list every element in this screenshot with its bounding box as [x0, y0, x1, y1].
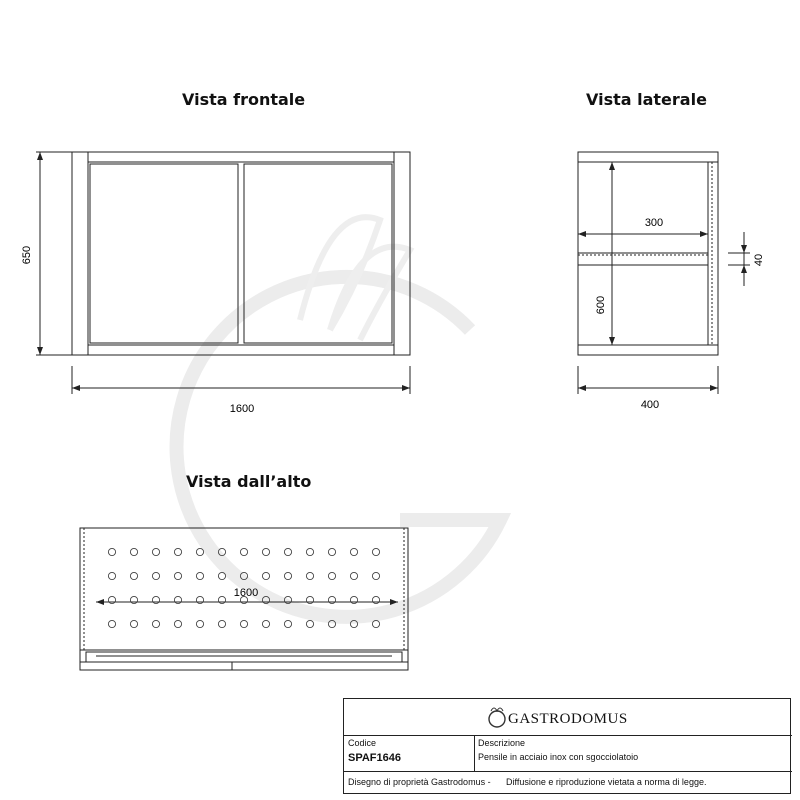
- drain-hole: [174, 572, 181, 579]
- side-inner-depth-label: 300: [644, 217, 664, 229]
- drain-hole: [284, 596, 291, 603]
- drain-hole: [328, 548, 335, 555]
- drain-hole: [152, 548, 159, 555]
- drain-hole: [262, 572, 269, 579]
- description-label: Descrizione: [478, 738, 526, 748]
- drain-hole: [108, 620, 115, 627]
- drain-hole: [108, 596, 115, 603]
- drain-hole: [306, 572, 313, 579]
- drain-hole: [372, 620, 379, 627]
- drain-hole: [284, 548, 291, 555]
- drain-hole: [174, 548, 181, 555]
- code-value: SPAF1646: [348, 752, 401, 764]
- drain-hole: [306, 620, 313, 627]
- drain-hole: [240, 548, 247, 555]
- drain-hole: [262, 596, 269, 603]
- drain-hole: [372, 572, 379, 579]
- top-width-label: 1600: [233, 587, 259, 599]
- side-view-title: Vista laterale: [586, 90, 707, 109]
- drain-hole: [328, 620, 335, 627]
- drain-hole: [130, 548, 137, 555]
- drain-hole: [196, 596, 203, 603]
- drain-hole: [306, 596, 313, 603]
- drain-hole: [218, 596, 225, 603]
- drain-hole: [350, 620, 357, 627]
- side-depth-label: 400: [640, 399, 660, 411]
- drain-hole: [328, 596, 335, 603]
- ownership-text: Disegno di proprietà Gastrodomus -: [348, 777, 491, 787]
- front-height-label: 650: [21, 245, 33, 265]
- title-block: [343, 698, 791, 794]
- drain-hole: [240, 572, 247, 579]
- drain-hole: [174, 620, 181, 627]
- drain-hole: [218, 548, 225, 555]
- drain-hole: [196, 620, 203, 627]
- drain-hole: [218, 620, 225, 627]
- drain-hole: [284, 572, 291, 579]
- drain-hole: [152, 596, 159, 603]
- drain-hole: [174, 596, 181, 603]
- drain-hole: [218, 572, 225, 579]
- drain-hole: [108, 572, 115, 579]
- top-view-title: Vista dall’alto: [186, 472, 312, 491]
- drain-hole: [196, 548, 203, 555]
- front-width-label: 1600: [229, 403, 255, 415]
- drain-hole: [350, 572, 357, 579]
- drain-hole: [328, 572, 335, 579]
- drain-hole: [284, 620, 291, 627]
- drain-hole: [306, 548, 313, 555]
- drain-hole: [350, 596, 357, 603]
- drain-hole: [196, 572, 203, 579]
- drain-hole: [152, 620, 159, 627]
- side-inner-height-label: 600: [595, 295, 607, 315]
- logo-icon: [486, 705, 508, 729]
- drain-hole: [240, 620, 247, 627]
- drain-hole: [130, 596, 137, 603]
- drain-hole: [350, 548, 357, 555]
- drain-hole: [152, 572, 159, 579]
- drain-hole: [108, 548, 115, 555]
- drain-hole: [262, 548, 269, 555]
- description-value: Pensile in acciaio inox con sgocciolatoio: [478, 752, 639, 762]
- drain-hole: [372, 596, 379, 603]
- rights-text: Diffusione e riproduzione vietata a norma di legge.: [506, 777, 707, 787]
- top-outer-frame: [80, 528, 408, 670]
- drain-hole: [130, 620, 137, 627]
- code-label: Codice: [348, 738, 377, 748]
- drain-hole: [262, 620, 269, 627]
- drain-hole: [130, 572, 137, 579]
- drain-hole: [372, 548, 379, 555]
- front-view-title: Vista frontale: [182, 90, 306, 109]
- side-shelf-label: 40: [753, 253, 765, 267]
- company-logo-text: GASTRODOMUS: [508, 711, 628, 727]
